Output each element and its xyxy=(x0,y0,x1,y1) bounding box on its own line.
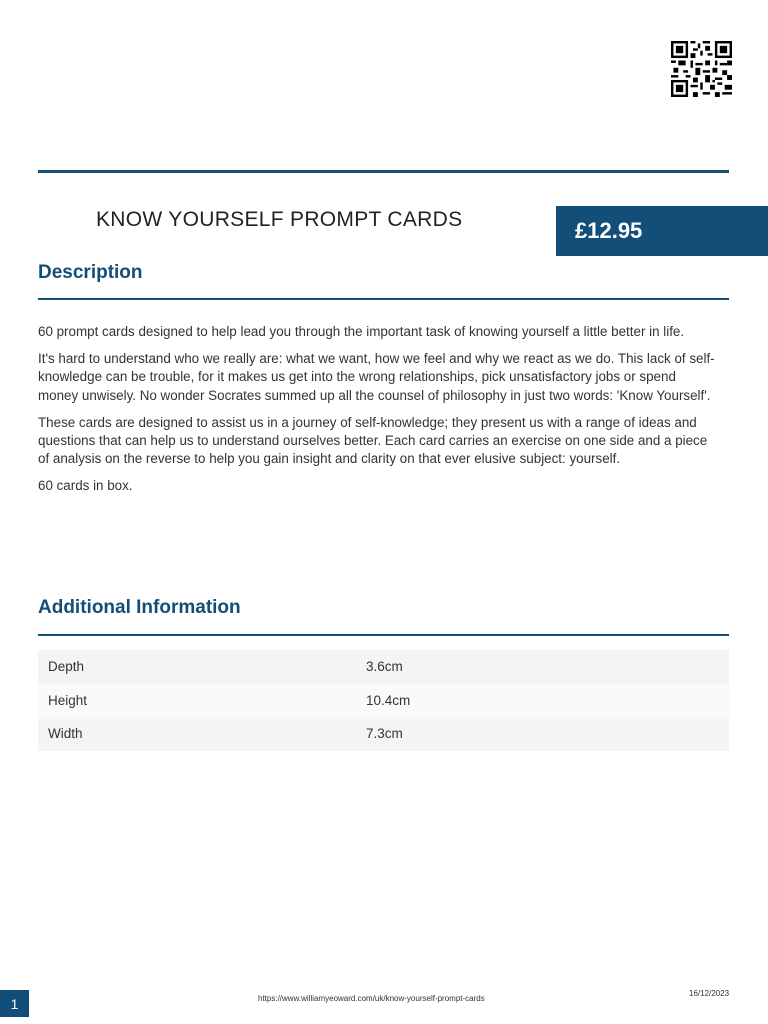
table-row xyxy=(38,684,729,718)
row-label: Depth xyxy=(38,650,366,684)
description-divider xyxy=(38,298,729,300)
additional-info-table xyxy=(38,650,729,751)
price-badge xyxy=(556,206,768,256)
row-value: 7.3cm xyxy=(366,717,729,751)
price-value: £12.95 xyxy=(575,218,643,243)
table-row xyxy=(38,717,729,751)
description-paragraph: It's hard to understand who we really are: what we want, how we feel and why we react as we do. This lack of self-knowledge can be trouble, for it makes us get into the wrong relationships, pick unsatisfactory jobs or spend money unwisely. No wonder Socrates summed up all the counsel of philosophy in just two words: 'Know Yourself'. xyxy=(38,351,715,403)
additional-info-heading: Additional Information xyxy=(38,597,241,618)
description-paragraph: 60 prompt cards designed to help lead you through the important task of knowing yourself a little better in life. xyxy=(38,324,685,339)
table-row xyxy=(38,650,729,684)
description-paragraph: These cards are designed to assist us in a journey of self-knowledge; they present us with a range of ideas and questions that can help us to understand ourselves better. Each card carries an exercise on one side and a piece of analysis on the reverse to help you gain insight and clarity on that ever elusive subject: yourself. xyxy=(38,414,708,467)
page-number xyxy=(0,990,29,1017)
footer-url: https://www.williamyeoward.com/uk/know-yourself-prompt-cards xyxy=(258,994,485,1003)
description-paragraph: 60 cards in box. xyxy=(38,478,133,494)
row-value: 3.6cm xyxy=(366,650,729,684)
additional-info-divider xyxy=(38,634,729,636)
row-value: 10.4cm xyxy=(366,684,729,718)
product-title: KNOW YOURSELF PROMPT CARDS xyxy=(96,208,463,231)
top-divider xyxy=(38,170,729,173)
row-label: Height xyxy=(38,684,366,718)
page-number-label: 1 xyxy=(10,995,19,1012)
footer-date: 16/12/2023 xyxy=(689,989,730,998)
description-heading: Description xyxy=(38,262,143,283)
row-label: Width xyxy=(38,717,366,751)
qr-code-icon xyxy=(671,41,732,97)
description-body xyxy=(38,323,718,505)
